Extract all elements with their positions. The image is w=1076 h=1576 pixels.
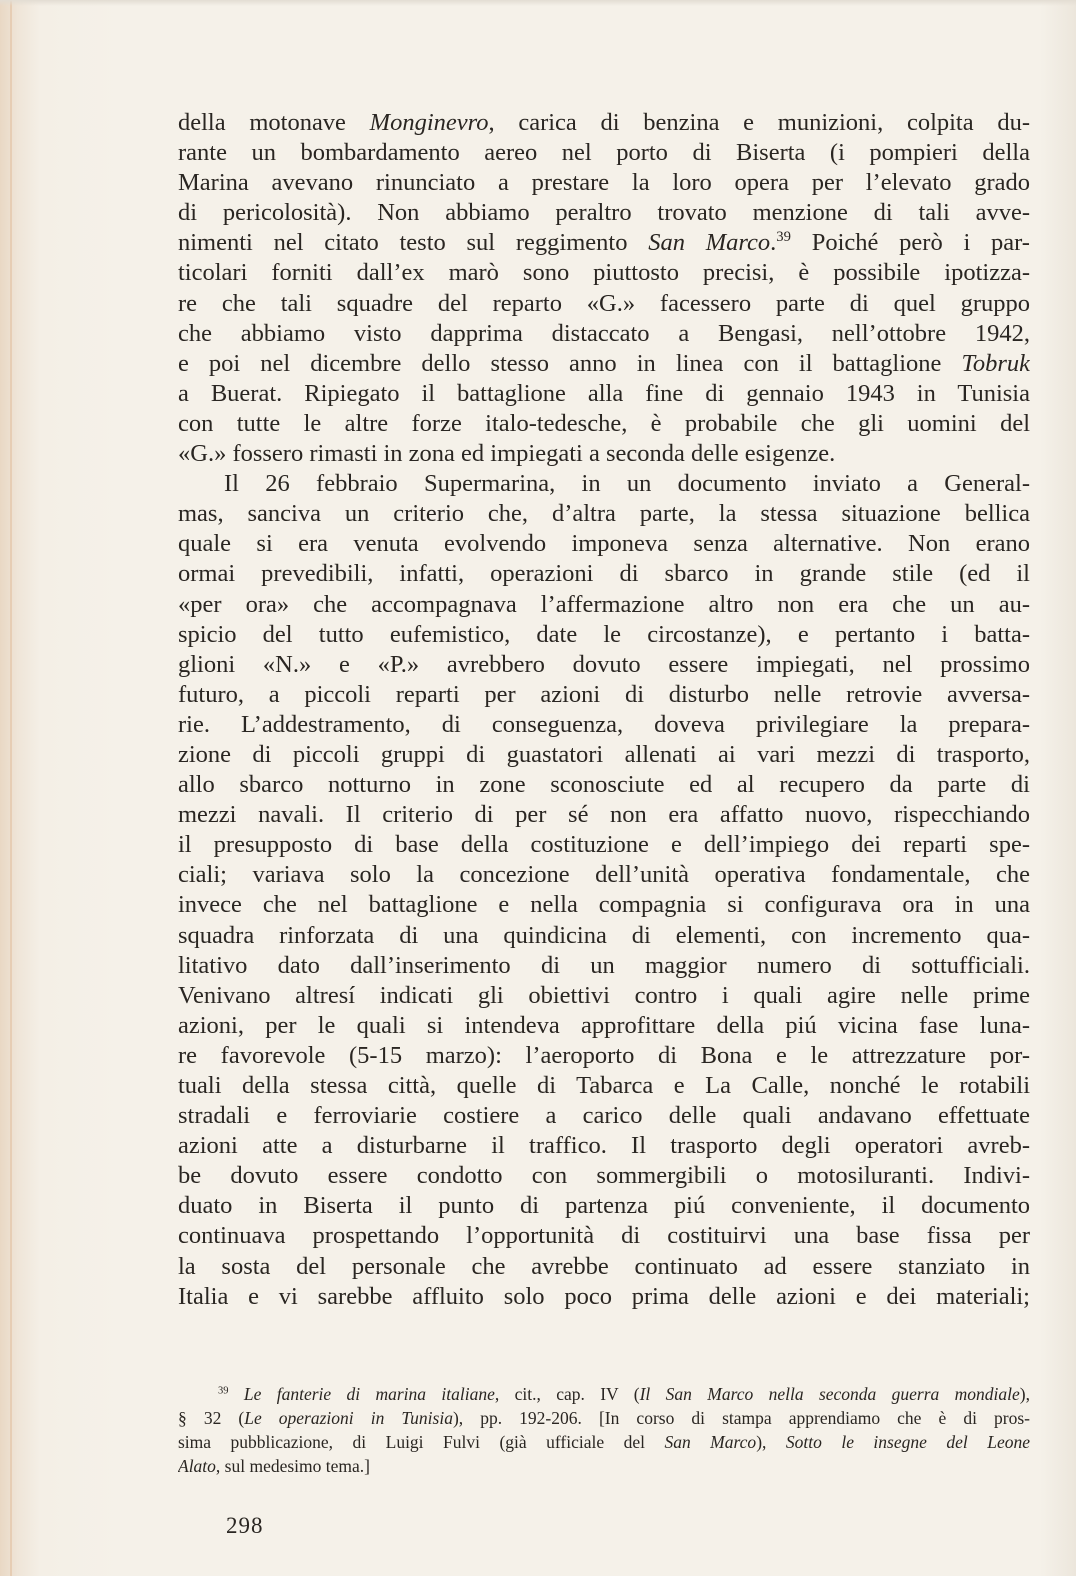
body-line: continuava prospettando l’opportunità di costituirvi una base fissa per <box>178 1222 1030 1250</box>
body-line: ormai prevedibili, infatti, operazioni di sbarco in grande stile (ed il <box>178 560 1030 588</box>
body-line: con tutte le altre forze italo-tedesche, è probabile che gli uomini del <box>178 409 1030 437</box>
binding-gutter <box>10 0 12 1576</box>
body-line: tuali della stessa città, quelle di Tabarca e La Calle, nonché le rotabili <box>178 1072 1030 1099</box>
body-line: stradali e ferroviarie costiere a carico delle quali andavano effettuate <box>178 1102 1030 1130</box>
paragraph-start-line: Il 26 febbraio Supermarina, in un documento inviato a General- <box>224 470 1030 498</box>
footnotes <box>178 1382 1030 1478</box>
body-line: mas, sanciva un criterio che, d’altra parte, la stessa situazione bellica <box>178 500 1030 528</box>
footnote-line: Alato, sul medesimo tema.] <box>178 1456 370 1476</box>
body-line: zione di piccoli gruppi di guastatori allenati ai vari mezzi di trasporto, <box>178 740 1030 768</box>
body-line: e poi nel dicembre dello stesso anno in linea con il battaglione Tobruk <box>178 349 1030 377</box>
body-line: di pericolosità). Non abbiamo peraltro trovato menzione di tali avve- <box>178 199 1030 227</box>
body-line: rante un bombardamento aereo nel porto di Biserta (i pompieri della <box>178 139 1030 167</box>
body-line: glioni «N.» e «P.» avrebbero dovuto essere impiegati, nel prossimo <box>178 650 1030 678</box>
body-line: Italia e vi sarebbe affluito solo poco prima delle azioni e dei materiali; <box>178 1282 1030 1310</box>
body-line: allo sbarco notturno in zone sconosciute ed al recupero da parte di <box>178 771 1030 799</box>
body-line: ciali; variava solo la concezione dell’unità operativa fondamentale, che <box>178 861 1030 889</box>
body-line: mezzi navali. Il criterio di per sé non era affatto nuovo, rispecchiando <box>178 801 1030 829</box>
body-line: Venivano altresí indicati gli obiettivi contro i quali agire nelle prime <box>178 981 1030 1009</box>
body-line: quale si era venuta evolvendo imponeva senza alternative. Non erano <box>178 530 1030 558</box>
body-line: spicio del tutto eufemistico, date le circostanze), e pertanto i batta- <box>178 620 1030 648</box>
body-line: la sosta del personale che avrebbe continuato ad essere stanziato in <box>178 1252 1030 1280</box>
body-line: della motonave Monginevro, carica di benzina e munizioni, colpita du- <box>178 109 1030 136</box>
body-line: duato in Biserta il punto di partenza piú conveniente, il documento <box>178 1192 1030 1220</box>
body-line: futuro, a piccoli reparti per azioni di disturbo nelle retrovie avversa- <box>178 680 1030 708</box>
body-line: nimenti nel citato testo sul reggimento San Marco.$^{39}$ Poiché però i par- <box>178 229 1030 257</box>
body-line: rie. L’addestramento, di conseguenza, doveva privilegiare la prepara- <box>178 710 1030 738</box>
page-top-edge <box>0 0 1076 6</box>
body-line: ticolari forniti dall’ex marò sono piuttosto precisi, è possibile ipotizza- <box>178 259 1030 287</box>
body-line: squadra rinforzata di una quindicina di elementi, con incremento qua- <box>178 921 1030 949</box>
body-line: azioni atte a disturbarne il traffico. Il trasporto degli operatori avreb- <box>178 1132 1030 1160</box>
body-line: re favorevole (5-15 marzo): l’aeroporto di Bona e le attrezzature por- <box>178 1041 1030 1069</box>
body-line: be dovuto essere condotto con sommergibili o motosiluranti. Indivi- <box>178 1162 1030 1190</box>
body-line: re che tali squadre del reparto «G.» facessero parte di quel gruppo <box>178 289 1030 317</box>
body-line: invece che nel battaglione e nella compagnia si configurava ora in una <box>178 891 1030 919</box>
body-line: litativo dato dall’inserimento di un maggior numero di sottufficiali. <box>178 951 1030 979</box>
page-number: 298 <box>226 1513 264 1538</box>
body-line: che abbiamo visto dapprima distaccato a Bengasi, nell’ottobre 1942, <box>178 319 1030 347</box>
body-line: il presupposto di base della costituzione e dell’impiego dei reparti spe- <box>178 831 1030 859</box>
footnote-line: sima pubblicazione, di Luigi Fulvi (già ufficiale del San Marco), Sotto le insegne del Leone <box>178 1432 1030 1452</box>
footnote-line: $^{39}$ Le fanterie di marina italiane, cit., cap. IV (Il San Marco nella seconda guerra mondiale), <box>218 1384 1030 1404</box>
body-line: Marina avevano rinunciato a prestare la loro opera per l’elevato grado <box>178 169 1030 197</box>
body-line: a Buerat. Ripiegato il battaglione alla fine di gennaio 1943 in Tunisia <box>178 379 1030 407</box>
body-line: «per ora» che accompagnava l’affermazione altro non era che un au- <box>178 590 1030 618</box>
footnote-line: § 32 (Le operazioni in Tunisia), pp. 192-206. [In corso di stampa apprendiamo che è di pros- <box>178 1408 1030 1428</box>
body-line: azioni, per le quali si intendeva approfittare della piú vicina fase luna- <box>178 1011 1030 1039</box>
body-text <box>178 108 1030 1312</box>
body-line: «G.» fossero rimasti in zona ed impiegati a seconda delle esigenze. <box>178 440 836 468</box>
